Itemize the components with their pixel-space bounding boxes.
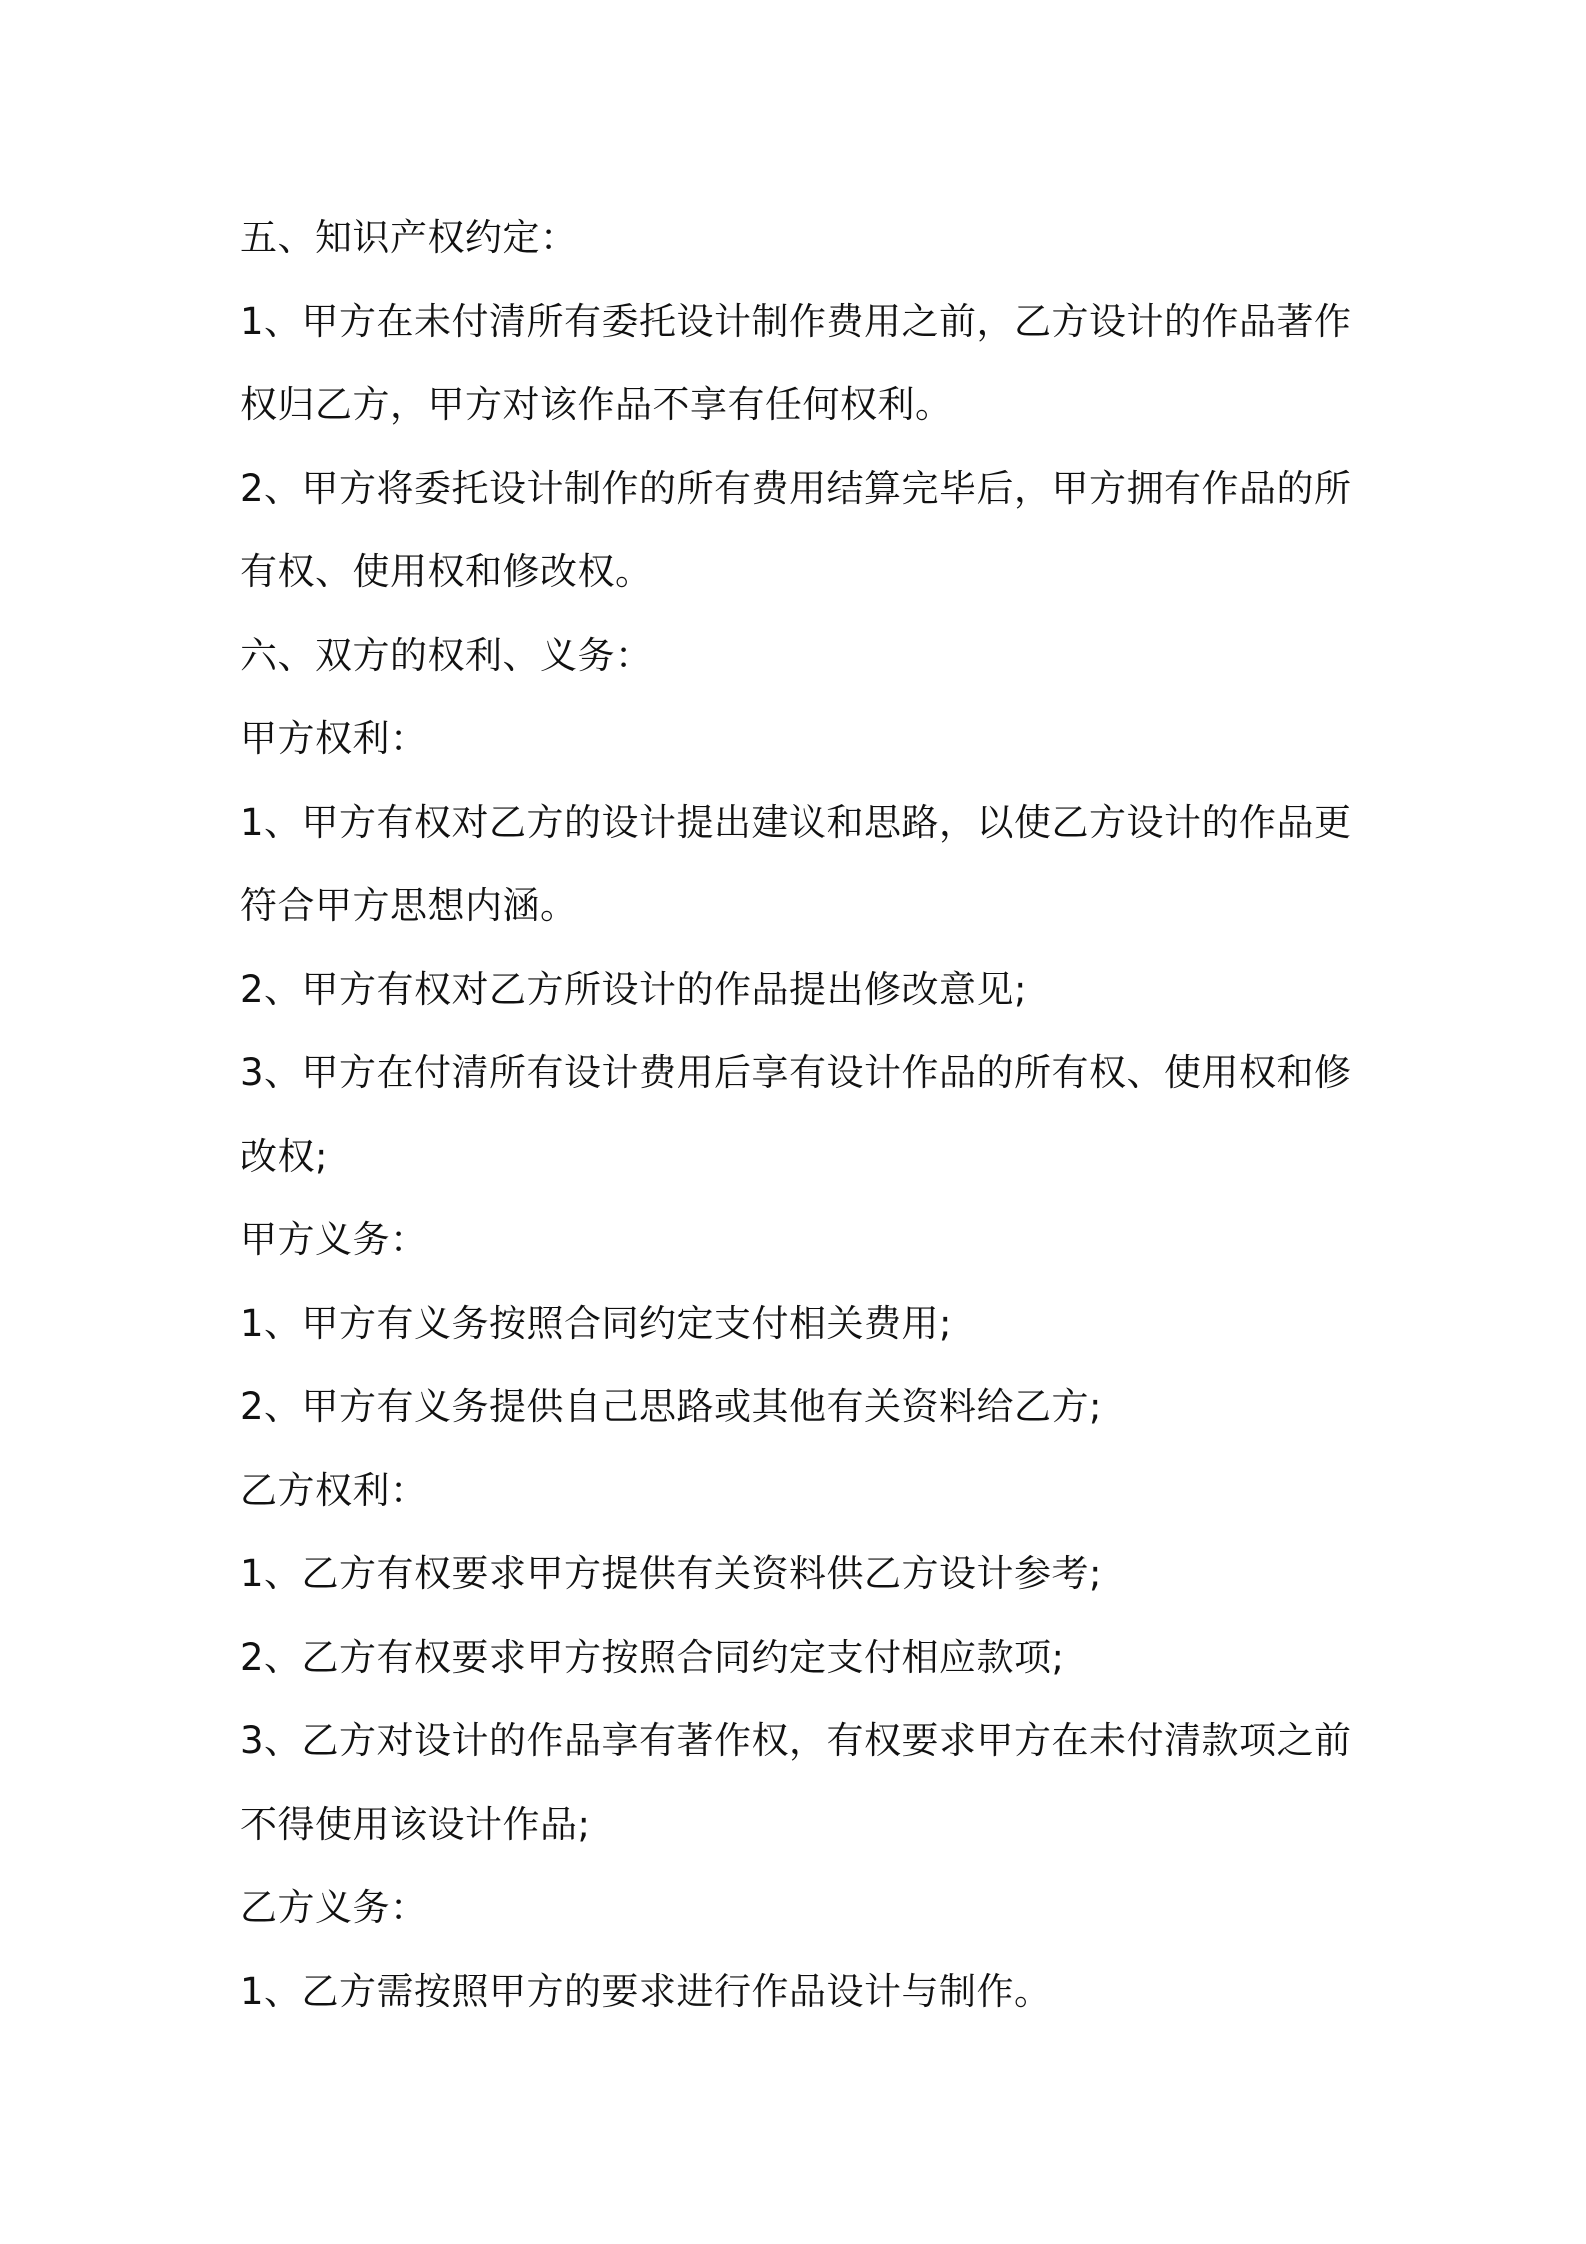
subheading-party-a-obligations: 甲方义务： (240, 1218, 428, 1261)
subheading-party-b-obligations: 乙方义务： (240, 1886, 428, 1929)
paragraph-line: 符合甲方思想内涵。 (240, 884, 578, 927)
paragraph-line: 不得使用该设计作品; (240, 1802, 591, 1846)
paragraph-line: 有权、使用权和修改权。 (240, 550, 653, 593)
paragraph-line: 3、甲方在付清所有设计费用后享有设计作品的所有权、使用权和修 (240, 1051, 1352, 1094)
paragraph-line: 2、甲方有义务提供自己思路或其他有关资料给乙方; (240, 1385, 1103, 1428)
document-body (240, 196, 1360, 2033)
paragraph-line: 1、甲方有权对乙方的设计提出建议和思路，以使乙方设计的作品更 (240, 800, 1352, 844)
paragraph-line: 2、乙方有权要求甲方按照合同约定支付相应款项; (240, 1635, 1065, 1679)
section-heading-rights-obligations: 六、双方的权利、义务： (240, 633, 653, 677)
paragraph-line: 1、甲方在未付清所有委托设计制作费用之前，乙方设计的作品著作 (240, 299, 1352, 343)
paragraph-line: 3、乙方对设计的作品享有著作权，有权要求甲方在未付清款项之前 (240, 1719, 1352, 1762)
paragraph-line: 1、乙方需按照甲方的要求进行作品设计与制作。 (240, 1969, 1052, 2013)
subheading-party-a-rights: 甲方权利： (240, 717, 428, 760)
section-heading-ip: 五、知识产权约定： (240, 216, 578, 259)
paragraph-line: 改权; (240, 1134, 328, 1178)
paragraph-line: 2、甲方有权对乙方所设计的作品提出修改意见; (240, 967, 1028, 1011)
subheading-party-b-rights: 乙方权利： (240, 1468, 428, 1512)
paragraph-line: 2、甲方将委托设计制作的所有费用结算完毕后，甲方拥有作品的所 (240, 466, 1352, 510)
paragraph-line: 1、乙方有权要求甲方提供有关资料供乙方设计参考; (240, 1552, 1103, 1595)
paragraph-line: 1、甲方有义务按照合同约定支付相关费用; (240, 1301, 953, 1345)
paragraph-line: 权归乙方，甲方对该作品不享有任何权利。 (240, 383, 953, 426)
